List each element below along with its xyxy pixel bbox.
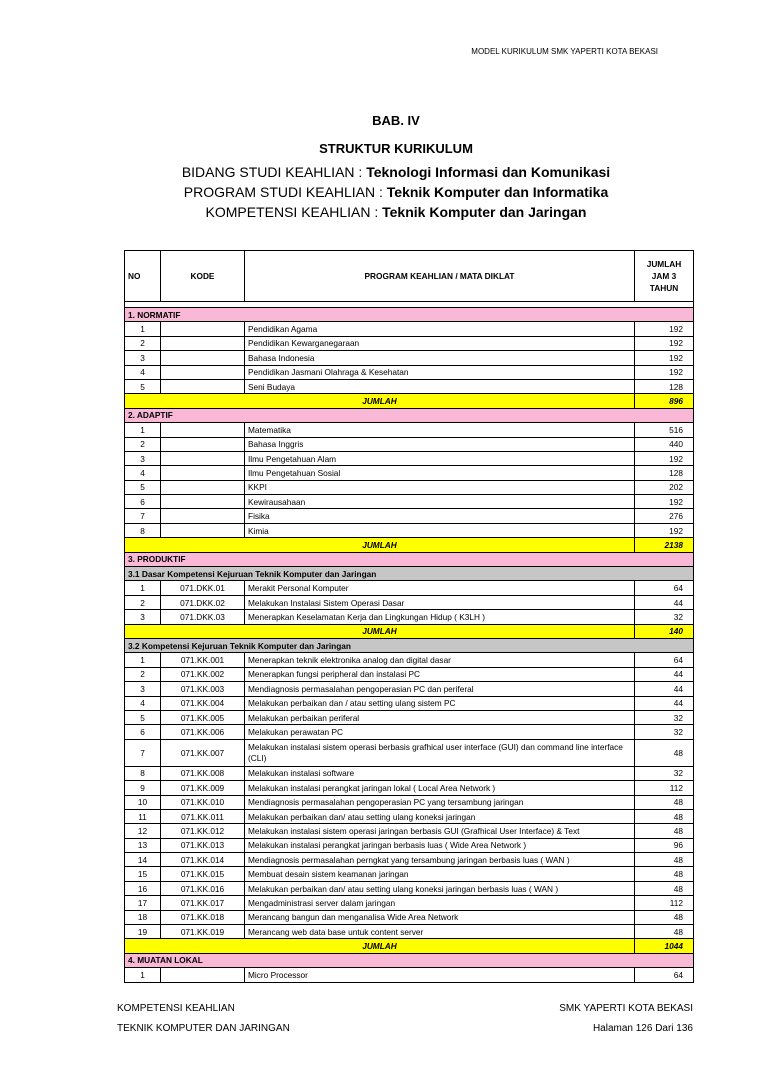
table-row — [125, 838, 694, 852]
section-label: 1. NORMATIF — [125, 308, 694, 322]
table-row — [125, 423, 694, 437]
row-no: 4 — [125, 696, 161, 710]
row-jam: 44 — [635, 682, 694, 696]
row-jam: 64 — [635, 968, 694, 982]
table-row — [125, 696, 694, 710]
row-kode: 071.KK.019 — [161, 925, 245, 939]
row-mata-diklat: Mendiagnosis permasalahan perngkat yang tersambung jaringan berbasis luas ( WAN ) — [245, 853, 635, 867]
row-mata-diklat: Pendidikan Kewarganegaraan — [245, 336, 635, 350]
row-jam: 48 — [635, 910, 694, 924]
table-row — [125, 795, 694, 809]
row-no: 3 — [125, 351, 161, 365]
row-jam: 48 — [635, 853, 694, 867]
total-row — [125, 939, 694, 953]
page-title: STRUKTUR KURIKULUM — [319, 141, 473, 156]
subsection-label: 3.1 Dasar Kompetensi Kejuruan Teknik Komputer dan Jaringan — [125, 567, 694, 581]
row-kode: 071.KK.006 — [161, 725, 245, 739]
row-kode: 071.KK.014 — [161, 853, 245, 867]
row-no: 4 — [125, 365, 161, 379]
row-mata-diklat: Merancang web data base untuk content server — [245, 925, 635, 939]
row-mata-diklat: Menerapkan Keselamatan Kerja dan Lingkungan Hidup ( K3LH ) — [245, 610, 635, 624]
table-row — [125, 881, 694, 895]
row-no: 13 — [125, 838, 161, 852]
row-jam: 202 — [635, 480, 694, 494]
row-mata-diklat: Menerapkan fungsi peripheral dan instalasi PC — [245, 667, 635, 681]
total-label: JUMLAH — [125, 939, 635, 953]
row-jam: 32 — [635, 725, 694, 739]
row-kode: 071.KK.011 — [161, 809, 245, 823]
running-header: MODEL KURIKULUM SMK YAPERTI KOTA BEKASI — [471, 47, 658, 56]
row-kode: 071.DKK.02 — [161, 595, 245, 609]
section-row — [125, 552, 694, 566]
footer-school: SMK YAPERTI KOTA BEKASI — [559, 1003, 693, 1014]
row-no: 12 — [125, 824, 161, 838]
row-kode — [161, 336, 245, 350]
program-label: PROGRAM STUDI KEAHLIAN : — [183, 184, 387, 200]
row-no: 6 — [125, 725, 161, 739]
row-mata-diklat: Mendiagnosis permasalahan pengoperasian PC dan periferal — [245, 682, 635, 696]
row-no: 1 — [125, 581, 161, 595]
row-kode — [161, 480, 245, 494]
row-mata-diklat: Membuat desain sistem keamanan jaringan — [245, 867, 635, 881]
row-jam: 440 — [635, 437, 694, 451]
row-no: 6 — [125, 495, 161, 509]
kompetensi-line — [0, 204, 768, 220]
row-jam: 192 — [635, 322, 694, 336]
total-row — [125, 624, 694, 638]
row-no: 18 — [125, 910, 161, 924]
table-row — [125, 766, 694, 780]
row-mata-diklat: Melakukan perbaikan dan/ atau setting ulang koneksi jaringan — [245, 809, 635, 823]
row-no: 3 — [125, 610, 161, 624]
row-mata-diklat: Ilmu Pengetahuan Sosial — [245, 466, 635, 480]
table-row — [125, 451, 694, 465]
program-line — [0, 184, 768, 200]
kompetensi-label: KOMPETENSI KEAHLIAN : — [205, 204, 383, 220]
row-jam: 516 — [635, 423, 694, 437]
row-mata-diklat: Bahasa Indonesia — [245, 351, 635, 365]
row-kode — [161, 466, 245, 480]
row-mata-diklat: Melakukan instalasi sistem operasi berbasis grafhical user interface (GUI) dan command line interface (CLI) — [245, 739, 635, 766]
table-row — [125, 853, 694, 867]
table-row — [125, 365, 694, 379]
row-mata-diklat: Melakukan instalasi perangkat jaringan berbasis luas ( Wide Area Network ) — [245, 838, 635, 852]
total-label: JUMLAH — [125, 394, 635, 408]
table-row — [125, 653, 694, 667]
row-mata-diklat: Bahasa Inggris — [245, 437, 635, 451]
table-row — [125, 523, 694, 537]
row-mata-diklat: Melakukan instalasi sistem operasi jaringan berbasis GUI (Grafhical User Interface) & Text — [245, 824, 635, 838]
row-kode: 071.KK.015 — [161, 867, 245, 881]
row-kode: 071.KK.007 — [161, 739, 245, 766]
row-kode: 071.KK.003 — [161, 682, 245, 696]
table-row — [125, 351, 694, 365]
row-kode — [161, 968, 245, 982]
row-jam: 44 — [635, 667, 694, 681]
bidang-line — [0, 164, 768, 180]
row-mata-diklat: Pendidikan Agama — [245, 322, 635, 336]
row-jam: 64 — [635, 653, 694, 667]
table-row — [125, 896, 694, 910]
row-jam: 192 — [635, 523, 694, 537]
total-label: JUMLAH — [125, 538, 635, 552]
row-jam: 48 — [635, 824, 694, 838]
row-mata-diklat: Melakukan instalasi perangkat jaringan lokal ( Local Area Network ) — [245, 781, 635, 795]
row-kode: 071.KK.013 — [161, 838, 245, 852]
table-row — [125, 610, 694, 624]
row-kode — [161, 322, 245, 336]
subsection-label: 3.2 Kompetensi Kejuruan Teknik Komputer dan Jaringan — [125, 638, 694, 652]
header-jumlah: JUMLAH JAM 3 TAHUN — [635, 251, 694, 302]
chapter-heading: BAB. IV — [372, 113, 420, 128]
row-kode — [161, 509, 245, 523]
subsection-row — [125, 638, 694, 652]
section-label: 4. MUATAN LOKAL — [125, 953, 694, 967]
row-mata-diklat: Fisika — [245, 509, 635, 523]
row-kode: 071.KK.004 — [161, 696, 245, 710]
row-mata-diklat: Melakukan instalasi software — [245, 766, 635, 780]
row-jam: 48 — [635, 795, 694, 809]
row-mata-diklat: Melakukan perbaikan periferal — [245, 710, 635, 724]
table-row — [125, 867, 694, 881]
table-row — [125, 910, 694, 924]
curriculum-table — [124, 250, 694, 983]
row-jam: 128 — [635, 379, 694, 393]
row-kode: 071.DKK.03 — [161, 610, 245, 624]
row-mata-diklat: KKPI — [245, 480, 635, 494]
row-no: 14 — [125, 853, 161, 867]
row-jam: 192 — [635, 336, 694, 350]
row-jam: 32 — [635, 710, 694, 724]
subsection-row — [125, 567, 694, 581]
row-mata-diklat: Melakukan perbaikan dan / atau setting ulang sistem PC — [245, 696, 635, 710]
row-no: 8 — [125, 523, 161, 537]
row-jam: 192 — [635, 351, 694, 365]
row-jam: 192 — [635, 451, 694, 465]
table-row — [125, 925, 694, 939]
row-mata-diklat: Micro Processor — [245, 968, 635, 982]
total-label: JUMLAH — [125, 624, 635, 638]
bidang-label: BIDANG STUDI KEAHLIAN : — [181, 164, 367, 180]
row-kode: 071.KK.018 — [161, 910, 245, 924]
row-kode — [161, 351, 245, 365]
section-row — [125, 308, 694, 322]
row-kode: 071.KK.012 — [161, 824, 245, 838]
table-row — [125, 809, 694, 823]
table-row — [125, 466, 694, 480]
row-jam: 48 — [635, 739, 694, 766]
row-mata-diklat: Menerapkan teknik elektronika analog dan digital dasar — [245, 653, 635, 667]
row-mata-diklat: Mengadministrasi server dalam jaringan — [245, 896, 635, 910]
footer-page-number: Halaman 126 Dari 136 — [592, 1023, 693, 1034]
row-no: 10 — [125, 795, 161, 809]
bidang-value: Teknologi Informasi dan Komunikasi — [366, 164, 611, 180]
footer-kompetensi-label: KOMPETENSI KEAHLIAN — [117, 1003, 235, 1014]
row-kode: 071.KK.008 — [161, 766, 245, 780]
section-label: 2. ADAPTIF — [125, 408, 694, 422]
table-row — [125, 781, 694, 795]
row-no: 5 — [125, 710, 161, 724]
row-jam: 32 — [635, 766, 694, 780]
header-no: NO — [125, 251, 161, 302]
row-no: 2 — [125, 336, 161, 350]
table-row — [125, 437, 694, 451]
section-row — [125, 408, 694, 422]
table-row — [125, 322, 694, 336]
row-mata-diklat: Kewirausahaan — [245, 495, 635, 509]
table-row — [125, 667, 694, 681]
row-jam: 128 — [635, 466, 694, 480]
row-kode — [161, 379, 245, 393]
row-jam: 192 — [635, 495, 694, 509]
table-row — [125, 824, 694, 838]
row-kode: 071.KK.009 — [161, 781, 245, 795]
program-value: Teknik Komputer dan Informatika — [386, 184, 609, 200]
row-no: 1 — [125, 653, 161, 667]
total-value: 140 — [635, 624, 694, 638]
table-row — [125, 725, 694, 739]
row-no: 9 — [125, 781, 161, 795]
row-mata-diklat: Ilmu Pengetahuan Alam — [245, 451, 635, 465]
kompetensi-value: Teknik Komputer dan Jaringan — [382, 204, 587, 220]
row-jam: 276 — [635, 509, 694, 523]
row-no: 5 — [125, 379, 161, 393]
total-value: 1044 — [635, 939, 694, 953]
total-row — [125, 394, 694, 408]
row-mata-diklat: Melakukan Instalasi Sistem Operasi Dasar — [245, 595, 635, 609]
row-mata-diklat: Pendidikan Jasmani Olahraga & Kesehatan — [245, 365, 635, 379]
row-kode — [161, 495, 245, 509]
row-no: 8 — [125, 766, 161, 780]
row-no: 17 — [125, 896, 161, 910]
row-mata-diklat: Melakukan perbaikan dan/ atau setting ulang koneksi jaringan berbasis luas ( WAN ) — [245, 881, 635, 895]
row-kode: 071.KK.001 — [161, 653, 245, 667]
row-no: 2 — [125, 437, 161, 451]
row-kode: 071.KK.002 — [161, 667, 245, 681]
section-label: 3. PRODUKTIF — [125, 552, 694, 566]
row-mata-diklat: Merancang bangun dan menganalisa Wide Area Network — [245, 910, 635, 924]
row-jam: 44 — [635, 595, 694, 609]
row-kode — [161, 451, 245, 465]
row-no: 2 — [125, 595, 161, 609]
footer-kompetensi-value: TEKNIK KOMPUTER DAN JARINGAN — [117, 1023, 290, 1034]
row-jam: 48 — [635, 867, 694, 881]
total-value: 2138 — [635, 538, 694, 552]
row-kode: 071.KK.016 — [161, 881, 245, 895]
row-no: 7 — [125, 739, 161, 766]
row-no: 3 — [125, 451, 161, 465]
row-jam: 44 — [635, 696, 694, 710]
row-no: 1 — [125, 423, 161, 437]
table-row — [125, 968, 694, 982]
total-row — [125, 538, 694, 552]
row-jam: 192 — [635, 365, 694, 379]
row-no: 15 — [125, 867, 161, 881]
row-jam: 48 — [635, 925, 694, 939]
row-mata-diklat: Merakit Personal Komputer — [245, 581, 635, 595]
table-row — [125, 595, 694, 609]
table-row — [125, 739, 694, 766]
row-kode: 071.KK.010 — [161, 795, 245, 809]
row-kode: 071.KK.017 — [161, 896, 245, 910]
row-mata-diklat: Seni Budaya — [245, 379, 635, 393]
row-jam: 48 — [635, 809, 694, 823]
row-jam: 32 — [635, 610, 694, 624]
table-row — [125, 495, 694, 509]
table-row — [125, 581, 694, 595]
table-row — [125, 336, 694, 350]
row-no: 4 — [125, 466, 161, 480]
total-value: 896 — [635, 394, 694, 408]
row-jam: 96 — [635, 838, 694, 852]
row-kode: 071.KK.005 — [161, 710, 245, 724]
section-row — [125, 953, 694, 967]
table-row — [125, 509, 694, 523]
row-no: 11 — [125, 809, 161, 823]
row-jam: 64 — [635, 581, 694, 595]
row-mata-diklat: Matematika — [245, 423, 635, 437]
row-jam: 112 — [635, 781, 694, 795]
row-jam: 48 — [635, 881, 694, 895]
row-no: 7 — [125, 509, 161, 523]
table-row — [125, 480, 694, 494]
table-row — [125, 379, 694, 393]
table-row — [125, 710, 694, 724]
row-no: 3 — [125, 682, 161, 696]
row-no: 16 — [125, 881, 161, 895]
row-no: 19 — [125, 925, 161, 939]
row-kode — [161, 523, 245, 537]
row-no: 5 — [125, 480, 161, 494]
row-kode — [161, 437, 245, 451]
header-program: PROGRAM KEAHLIAN / MATA DIKLAT — [245, 251, 635, 302]
row-jam: 112 — [635, 896, 694, 910]
row-no: 1 — [125, 322, 161, 336]
row-no: 2 — [125, 667, 161, 681]
row-kode: 071.DKK.01 — [161, 581, 245, 595]
row-mata-diklat: Kimia — [245, 523, 635, 537]
table-header-row — [125, 251, 694, 302]
row-kode — [161, 365, 245, 379]
row-mata-diklat: Melakukan perawatan PC — [245, 725, 635, 739]
row-no: 1 — [125, 968, 161, 982]
header-kode: KODE — [161, 251, 245, 302]
row-mata-diklat: Mendiagnosis permasalahan pengoperasian PC yang tersambung jaringan — [245, 795, 635, 809]
table-row — [125, 682, 694, 696]
row-kode — [161, 423, 245, 437]
